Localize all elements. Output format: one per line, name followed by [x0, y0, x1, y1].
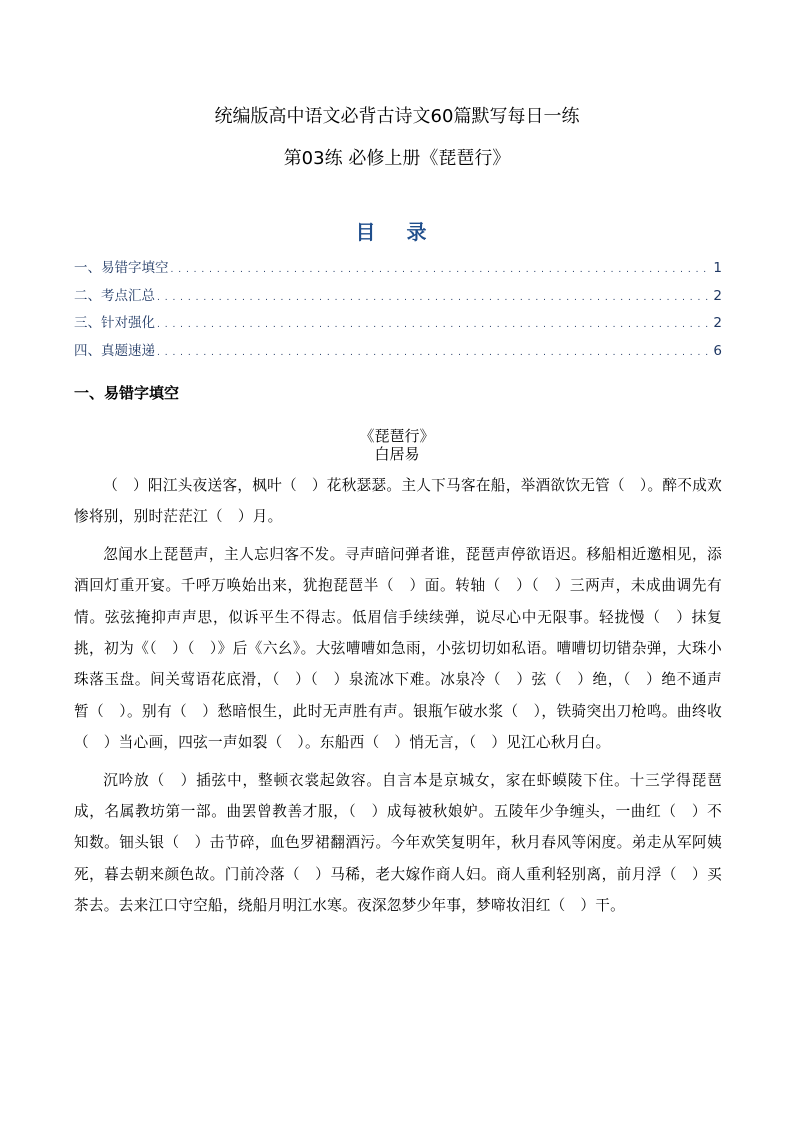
poem-paragraph: 沉吟放（ ）插弦中，整顿衣裳起敛容。自言本是京城女，家在虾蟆陵下住。十三学得琵琶成，名属教坊第一部。曲罢曾教善才服，（ ）成每被秋娘妒。五陵年少争缠头，一曲红（ ）不知数。钿头银（ ）击节碎，血色罗裙翻酒污。今年欢笑复明年，秋月春风等闲度。弟走从军阿姨死，暮去朝来颜色故。门前冷落（ ）马稀，老大嫁作商人妇。商人重利轻别离，前月浮（ ）买茶去。去来江口守空船，绕船月明江水寒。夜深忽梦少年事，梦啼妆泪红（ ）干。: [74, 771, 722, 915]
toc-entry-label: 三、针对强化: [74, 315, 155, 331]
toc-entry[interactable]: [74, 256, 722, 284]
toc-entry-page: 6: [713, 342, 722, 359]
poem-paragraph: （ ）阳江头夜送客，枫叶（ ）花秋瑟瑟。主人下马客在船，举酒欲饮无管（ ）。醉不成欢惨将别，别时茫茫江（ ）月。: [74, 477, 722, 526]
poem-paragraph: 忽闻水上琵琶声，主人忘归客不发。寻声暗问弹者谁，琵琶声停欲语迟。移船相近邀相见，添酒回灯重开宴。千呼万唤始出来，犹抱琵琶半（ ）面。转轴（ ）（ ）三两声，未成曲调先有情。弦弦掩抑声声思，似诉平生不得志。低眉信手续续弹，说尽心中无限事。轻拢慢（ ）抹复挑，初为《（ ）（ ）》后《六幺》。大弦嘈嘈如急雨，小弦切切如私语。嘈嘈切切错杂弹，大珠小珠落玉盘。间关莺语花底滑，（ ）（ ）泉流冰下难。冰泉冷（ ）弦（ ）绝，（ ）绝不通声暂（ ）。别有（ ）愁暗恨生，此时无声胜有声。银瓶乍破水浆（ ），铁骑突出刀枪鸣。曲终收（ ）当心画，四弦一声如裂（ ）。东船西（ ）悄无言，（ ）见江心秋月白。: [74, 545, 722, 752]
toc-entry[interactable]: [74, 284, 722, 312]
toc-leader-dots: [157, 315, 711, 331]
toc-entry-page: 2: [713, 287, 722, 304]
poem-title: 《琵琶行》: [359, 427, 435, 445]
toc-entry-page: 2: [713, 315, 722, 331]
toc-leader-dots: [157, 343, 711, 359]
section-heading: 一、易错字填空: [74, 384, 180, 402]
document-title: 统编版高中语文必背古诗文60篇默写每日一练: [214, 106, 580, 127]
toc-entry[interactable]: [74, 339, 722, 367]
toc-leader-dots: [171, 260, 712, 276]
toc-entry[interactable]: [74, 311, 722, 339]
document-subtitle: 第03练 必修上册《琵琶行》: [283, 148, 511, 169]
poem-body: [74, 470, 722, 922]
toc-heading: 目 录: [355, 220, 439, 244]
table-of-contents: [74, 256, 722, 366]
toc-leader-dots: [157, 288, 711, 304]
toc-entry-label: 一、易错字填空: [74, 260, 169, 276]
toc-entry-label: 四、真题速递: [74, 342, 155, 359]
toc-entry-label: 二、考点汇总: [74, 287, 155, 304]
toc-entry-page: 1: [713, 260, 722, 276]
poem-author: 白居易: [374, 445, 420, 463]
